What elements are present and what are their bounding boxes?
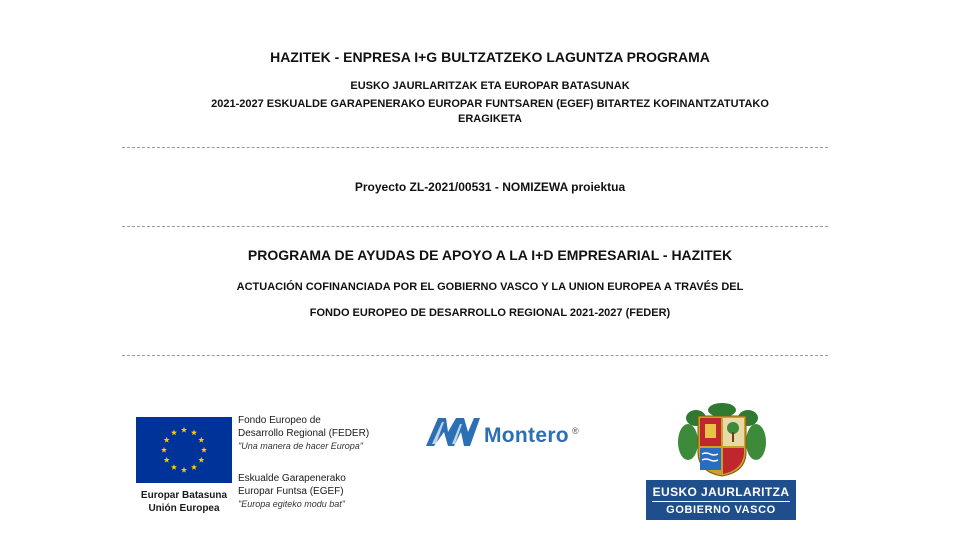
montero-mark-icon <box>424 414 482 452</box>
project-reference: Proyecto ZL-2021/00531 - NOMIZEWA proiektua <box>354 180 626 194</box>
spanish-title: PROGRAMA DE AYUDAS DE APOYO A LA I+D EMPRESARIAL - HAZITEK <box>247 247 733 263</box>
separator <box>122 355 828 356</box>
separator <box>122 147 828 148</box>
egef-motto: "Europa egiteko modu bat" <box>238 499 345 509</box>
eu-label-1: Europar Batasuna <box>140 490 228 501</box>
montero-registered-mark: ® <box>572 426 579 436</box>
ej-line-1: EUSKO JAURLARITZA <box>652 485 790 499</box>
ej-line-2: GOBIERNO VASCO <box>666 504 776 516</box>
header-line-1: EUSKO JAURLARITZAK ETA EUROPAR BATASUNAK <box>350 80 630 92</box>
feder-motto: "Una manera de hacer Europa" <box>238 441 363 451</box>
eu-feder-logo <box>130 412 370 522</box>
ej-divider <box>652 501 790 502</box>
coat-of-arms-icon <box>676 402 768 478</box>
separator <box>122 226 828 227</box>
ej-banner <box>646 480 796 520</box>
feder-text <box>238 414 378 453</box>
montero-name: Montero <box>484 424 569 447</box>
montero-logo <box>424 412 594 454</box>
eusko-jaurlaritza-logo <box>646 402 796 520</box>
eu-flag-icon <box>136 417 232 483</box>
egef-text <box>238 472 378 511</box>
header-line-2: 2021-2027 ESKUALDE GARAPENERAKO EUROPAR FUNTSAREN (EGEF) BITARTEZ KOFINANTZATUTAKO <box>211 98 769 110</box>
egef-line-1: Eskualde Garapenerako <box>238 473 346 484</box>
header-line-3: ERAGIKETA <box>458 113 522 125</box>
spanish-line-1: ACTUACIÓN COFINANCIADA POR EL GOBIERNO VASCO Y LA UNION EUROPEA A TRAVÉS DEL <box>236 281 744 293</box>
eu-label-2: Unión Europea <box>148 503 220 514</box>
header-title: HAZITEK - ENPRESA I+G BULTZATZEKO LAGUNTZA PROGRAMA <box>270 49 710 65</box>
feder-line-2: Desarrollo Regional (FEDER) <box>238 428 370 439</box>
spanish-line-2: FONDO EUROPEO DE DESARROLLO REGIONAL 2021-2027 (FEDER) <box>309 307 671 319</box>
egef-line-2: Europar Funtsa (EGEF) <box>238 486 344 497</box>
feder-line-1: Fondo Europeo de <box>238 415 321 426</box>
